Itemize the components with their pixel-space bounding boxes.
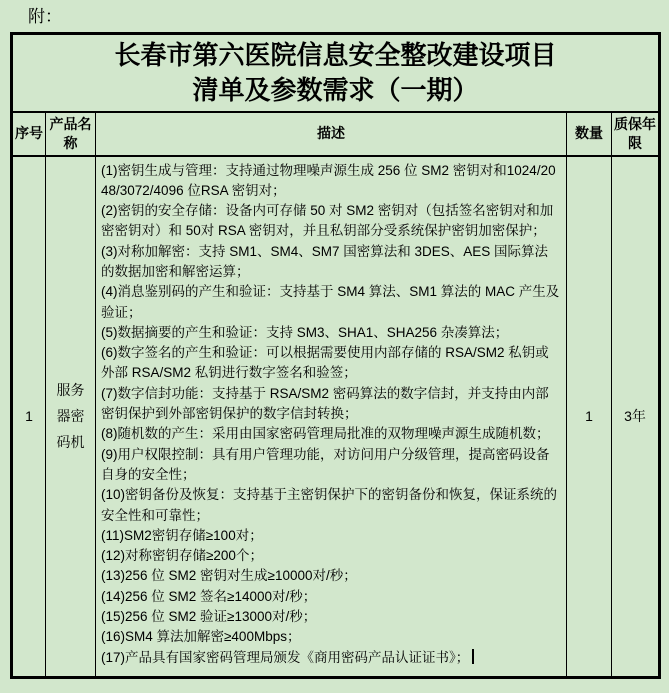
table-header-row — [12, 112, 660, 156]
text-cursor — [472, 649, 474, 664]
column-header-warranty[interactable]: 质保年限 — [612, 112, 660, 156]
cell-warranty[interactable]: 3年 — [612, 156, 660, 678]
cell-row-index[interactable]: 1 — [12, 156, 46, 678]
description-item[interactable]: (3)对称加解密：支持 SM1、SM4、SM7 国密算法和 3DES、AES 国际算法的数据加密和解密运算； — [101, 243, 549, 279]
description-item[interactable]: (2)密钥的安全存储：设备内可存储 50 对 SM2 密钥对（包括签名密钥对和加密密钥对）和 50对 RSA 密钥对，并且私钥部分受系统保护密钥加密保护； — [101, 203, 554, 239]
cell-product-name[interactable]: 服务器密码机 — [46, 156, 96, 678]
attachment-label[interactable]: 附： — [28, 7, 62, 26]
description-item[interactable]: (11)SM2密钥存储≥100对； — [101, 527, 263, 543]
table-title-row — [12, 34, 660, 112]
cell-description[interactable] — [96, 156, 567, 678]
table-title-line2: 清单及参数需求（一期） — [192, 75, 479, 105]
description-item[interactable]: (8)随机数的产生：采用由国家密码管理局批准的双物理噪声源生成随机数； — [101, 426, 550, 442]
description-item[interactable]: (1)密钥生成与管理：支持通过物理噪声源生成 256 位 SM2 密钥对和1024/2048/3072/4096 位RSA 密钥对； — [101, 162, 556, 198]
table-row — [12, 156, 660, 678]
description-item[interactable]: (13)256 位 SM2 密钥对生成≥10000对/秒； — [101, 568, 357, 584]
description-item[interactable]: (6)数字签名的产生和验证：可以根据需要使用内部存储的 RSA/SM2 私钥或外部 RSA/SM2 私钥进行数字签名和验签； — [101, 345, 549, 381]
description-item[interactable]: (5)数据摘要的产生和验证：支持 SM3、SHA1、SHA256 杂凑算法； — [101, 324, 509, 340]
description-item[interactable]: (12)对称密钥存储≥200个； — [101, 548, 263, 564]
description-item[interactable]: (9)用户权限控制：具有用户管理功能，对访问用户分级管理，提高密码设备自身的安全性； — [101, 446, 550, 482]
column-header-quantity[interactable]: 数量 — [567, 112, 612, 156]
column-header-description[interactable]: 描述 — [96, 112, 567, 156]
description-item[interactable]: (15)256 位 SM2 验证≥13000对/秒； — [101, 609, 317, 625]
column-header-index[interactable]: 序号 — [12, 112, 46, 156]
description-item[interactable]: (10)密钥备份及恢复：支持基于主密钥保护下的密钥备份和恢复，保证系统的安全性和可靠性； — [101, 487, 558, 523]
column-header-product-name[interactable]: 产品名称 — [46, 112, 96, 156]
description-item[interactable]: (16)SM4 算法加解密≥400Mbps； — [101, 629, 301, 645]
cell-quantity[interactable]: 1 — [567, 156, 612, 678]
description-item[interactable]: (14)256 位 SM2 签名≥14000对/秒； — [101, 588, 317, 604]
requirements-table — [10, 32, 661, 679]
description-item[interactable]: (17)产品具有国家密码管理局颁发《商用密码产品认证证书》； — [101, 648, 561, 668]
description-list — [101, 161, 561, 668]
description-item[interactable]: (4)消息鉴别码的产生和验证：支持基于 SM4 算法、SM1 算法的 MAC 产生及验证； — [101, 284, 560, 320]
table-title[interactable] — [12, 34, 660, 112]
description-item[interactable]: (7)数字信封功能：支持基于 RSA/SM2 密码算法的数字信封，并支持由内部密钥保护到外部密钥保护的数字信封转换； — [101, 385, 549, 422]
table-title-line1: 长春市第六医院信息安全整改建设项目 — [114, 40, 557, 70]
